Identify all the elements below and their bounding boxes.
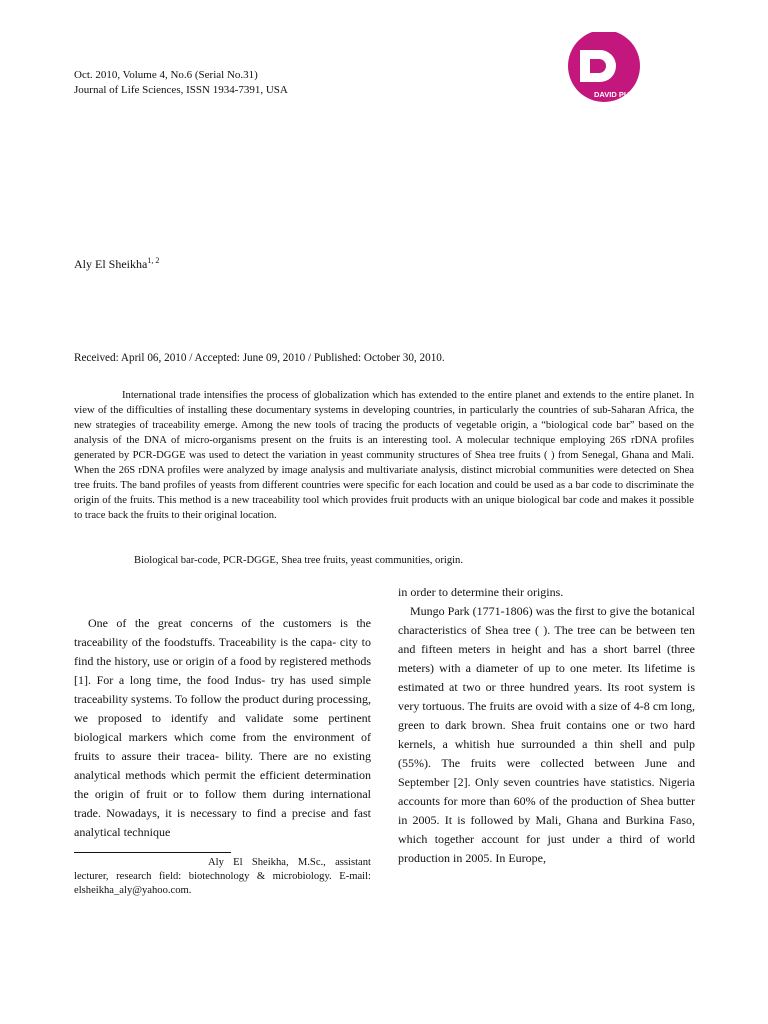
journal-header <box>74 68 288 98</box>
shea-paragraph: Mungo Park (1771-1806) was the first to give the botanical characteristics of Shea tree ( ). The tree can be between ten and fifteen meters in height and has a short barrel (three meters) with a diameter of up to one meter. Its lifetime is estimated at two or three hundred years. Its root system is very tortuous. The fruits are ovoid with a size of 4-8 cm long, green to dark brown. Shea fruit contains one or two hard kernels, a whitish hue surrounded a thin shell and pulp (55%). The fruits were collected between June and September [2]. Only seven countries have statistics. Nigeria accounts for more than 60% of the production of Shea butter in 2005. It is followed by Mali, Ghana and Burkina Faso, which together account for just under a third of world production in 2005. In Europe, <box>398 604 695 865</box>
author-footnote: Aly El Sheikha, M.Sc., assistant lecturer, research field: biotechnology & microbiology. E-mail: elsheikha_aly@yahoo.com. <box>74 857 371 896</box>
journal-name-line: Journal of Life Sciences, ISSN 1934-7391, USA <box>74 84 288 96</box>
david-publishing-logo <box>566 32 706 104</box>
logo-text: DAVID PUBLISHING <box>594 90 666 99</box>
continuation-line: in order to determine their origins. <box>398 585 564 599</box>
author-affiliation: 1, 2 <box>147 256 160 265</box>
body-left-column <box>74 614 371 842</box>
keywords: Biological bar-code, PCR-DGGE, Shea tree fruits, yeast communities, origin. <box>134 555 464 566</box>
footnote-rule <box>74 852 231 853</box>
author-line <box>74 256 159 272</box>
journal-issue-line: Oct. 2010, Volume 4, No.6 (Serial No.31) <box>74 69 258 81</box>
received-dates: Received: April 06, 2010 / Accepted: June 09, 2010 / Published: October 30, 2010. <box>74 352 445 364</box>
intro-paragraph: One of the great concerns of the customers is the traceability of the foodstuffs. Traceability is the capa- city to find the history, use or origin of a food by registered methods [1]. For a long time, the food Indus- try has used simple traceability systems. To follow the product during processing, we proposed to identify and validate some pertinent biological markers which come from the environment of fruits to assure their tracea- bility. There are no existing analytical methods which permit the efficient determination the origin of fruit or to follow them during international trade. Nowadays, it is necessary to find a precise and fast analytical technique <box>74 616 371 839</box>
body-right-column <box>398 583 695 868</box>
author-name: Aly El Sheikha <box>74 257 148 271</box>
abstract: International trade intensifies the process of globalization which has extended to the entire planet and extends to the entire planet. In view of the difficulties of installing these documentary systems in developing countries, in particularly the countries of sub-Saharan Africa, the new strategies of traceability emerge. Among the new tools of tracing the products of vegetable origin, a “biological code bar” based on the analysis of the DNA of micro-organisms present on the fruits is an interesting tool. A molecular technique employing 26S rDNA profiles generated by PCR-DGGE was used to detect the variation in yeast community structures of Shea tree fruits ( ) from Senegal, Ghana and Mali. When the 26S rDNA profiles were analyzed by image analysis and multivariate analysis, distinct microbial communities were detected on Shea tree fruits. The band profiles of yeasts from different countries were specific for each location and could be used as a bar code to discriminate the origin of the fruits. This method is a new traceability tool which provides fruit products with an unique biological bar code and makes it possible to trace back the fruits to their original location. <box>74 390 694 521</box>
